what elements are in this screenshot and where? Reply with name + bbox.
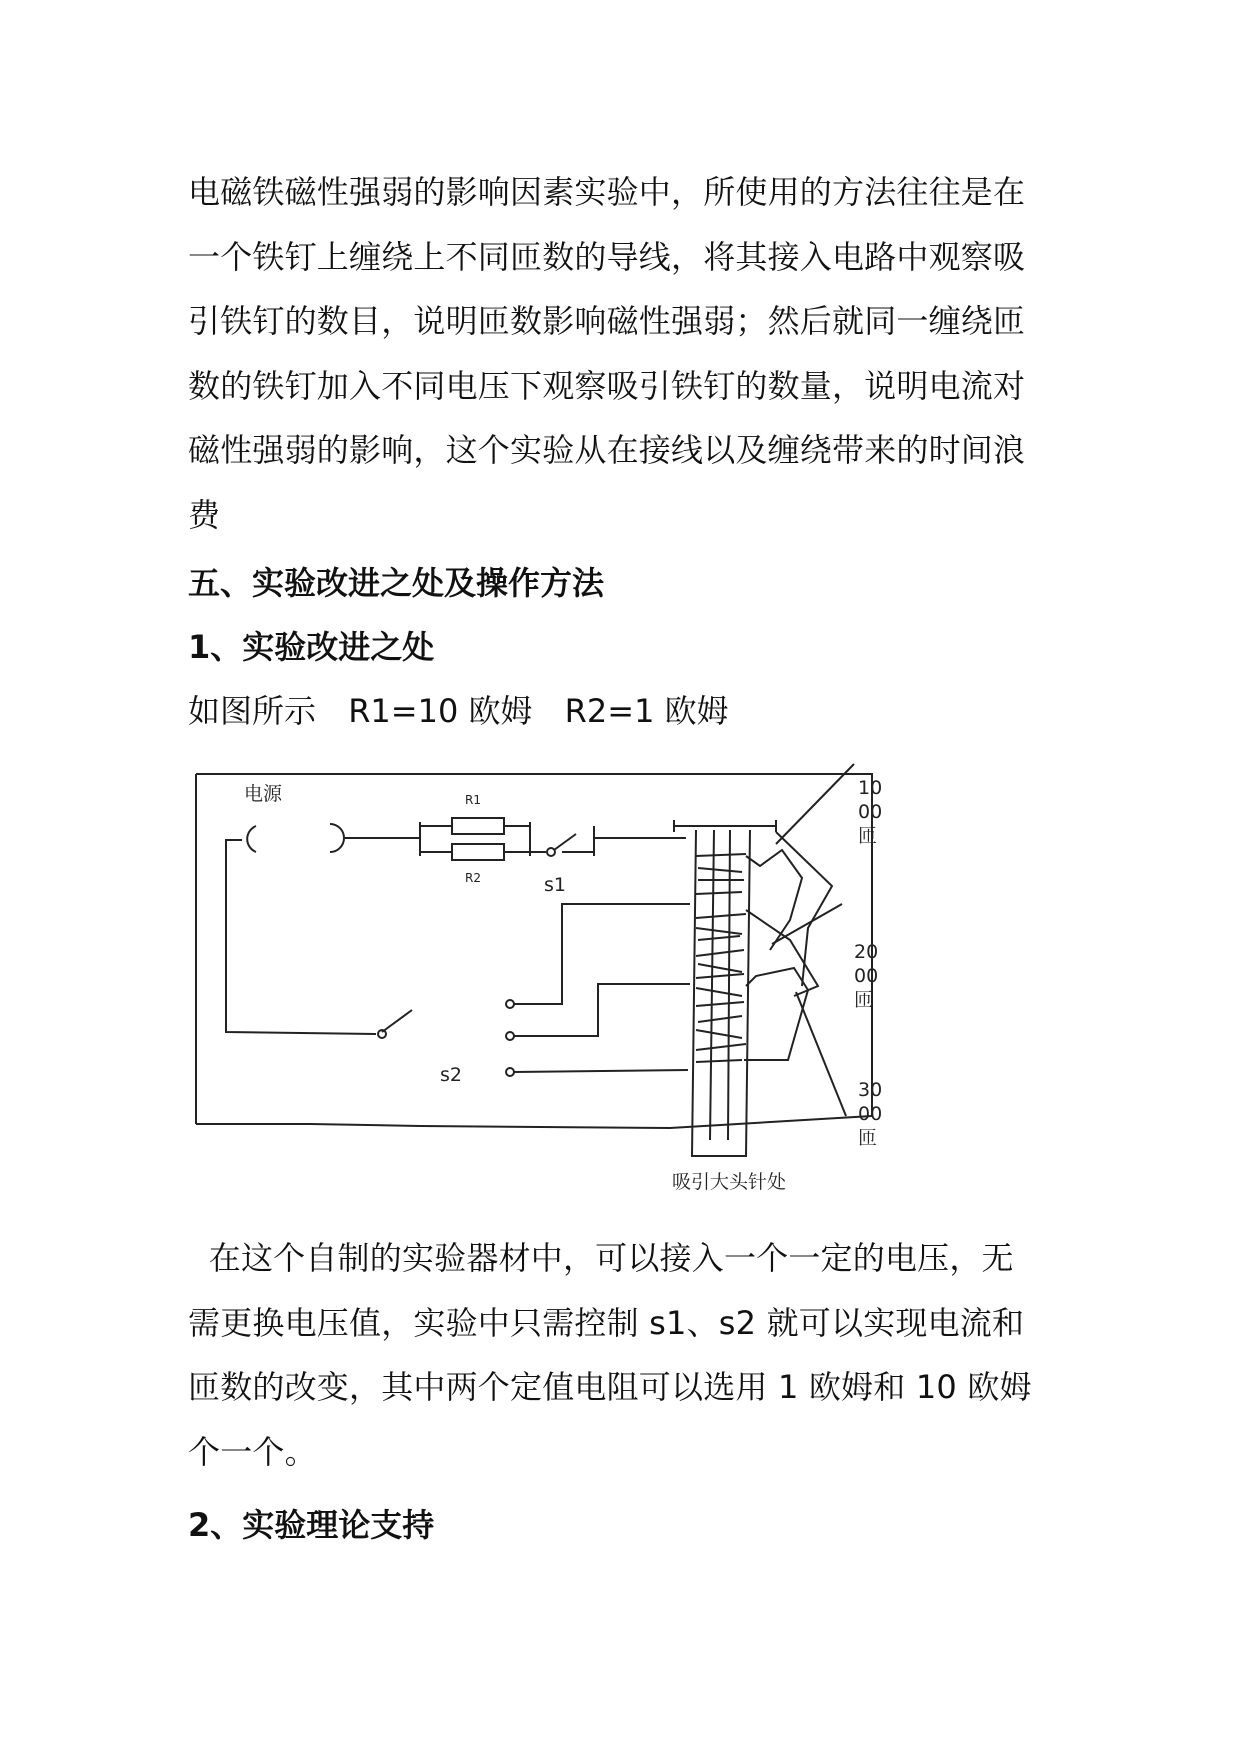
power-terminal-left-icon — [247, 826, 256, 852]
figure-caption — [188, 686, 751, 732]
wire — [776, 832, 832, 986]
intro-line: 电磁铁磁性强弱的影响因素实验中，所使用的方法往往是在 — [188, 173, 1026, 211]
subsection-one-heading: 1、实验改进之处 — [188, 628, 435, 666]
resistor-r1-icon — [452, 818, 504, 834]
intro-line: 磁性强弱的影响，这个实验从在接线以及缠绕带来的时间浪 — [188, 431, 1026, 469]
r1-label: R1 — [465, 793, 481, 807]
tap-3000-label: 匝 — [858, 1127, 878, 1149]
switch-s2-contact-3-icon — [506, 1068, 514, 1076]
body-line: 个一个。 — [188, 1432, 317, 1471]
body-paragraph — [188, 1226, 1058, 1484]
wire — [226, 840, 376, 1034]
power-terminal-right-icon — [330, 824, 344, 852]
switch-s2-contact-2-icon — [506, 1032, 514, 1040]
r2-label: R2 — [465, 871, 481, 885]
intro-line: 一个铁钉上缠绕上不同匝数的导线，将其接入电路中观察吸 — [188, 237, 1026, 276]
wire — [514, 1070, 688, 1072]
tap-1000-label: 00 — [858, 801, 883, 823]
pointer-line — [776, 764, 854, 844]
circuit-diagram-svg — [190, 760, 950, 1210]
intro-line: 引铁钉的数目，说明匝数影响磁性强弱；然后就同一缠绕匝 — [188, 302, 1026, 340]
wire — [514, 904, 690, 1004]
tap-3000-label: 30 — [858, 1079, 883, 1101]
caption-r1: R1=10 欧姆 — [348, 692, 533, 730]
intro-paragraph — [188, 160, 1058, 547]
tap-3000-label: 00 — [858, 1103, 883, 1125]
tap-2000-label: 20 — [854, 941, 879, 963]
tap-2000-label: 匝 — [854, 989, 874, 1011]
body-line: 在这个自制的实验器材中，可以接入一个一定的电压，无 — [188, 1239, 1014, 1277]
pin-attract-label: 吸引大头针处 — [672, 1171, 787, 1193]
solenoid-tube-icon — [728, 830, 730, 1140]
frame-line — [196, 1116, 872, 1128]
caption-lead: 如图所示 — [188, 692, 317, 730]
coil-winding-icon — [696, 854, 746, 1062]
solenoid-tube-icon — [710, 830, 714, 1140]
s1-label: s1 — [544, 874, 566, 896]
wire — [746, 850, 802, 950]
power-label: 电源 — [244, 783, 283, 805]
wire — [744, 968, 808, 1060]
intro-line: 数的铁钉加入不同电压下观察吸引铁钉的数量，说明电流对 — [188, 366, 1026, 405]
switch-s1-blade-icon — [554, 834, 576, 850]
subsection-two-heading: 2、实验理论支持 — [188, 1506, 435, 1544]
s2-label: s2 — [440, 1064, 462, 1086]
tap-1000-label: 10 — [858, 777, 883, 799]
switch-s2-contact-1-icon — [506, 1000, 514, 1008]
intro-line: 费 — [188, 495, 221, 534]
tap-1000-label: 匝 — [858, 825, 878, 847]
wire — [514, 984, 690, 1036]
section-five-heading: 五、实验改进之处及操作方法 — [188, 564, 605, 602]
body-line: 需更换电压值，实验中只需控制 s1、s2 就可以实现电流和 — [188, 1303, 1025, 1342]
resistor-r2-icon — [452, 844, 504, 860]
pointer-line — [796, 992, 846, 1116]
tap-2000-label: 00 — [854, 965, 879, 987]
caption-r2: R2=1 欧姆 — [564, 692, 729, 730]
switch-s2-blade-icon — [382, 1010, 412, 1032]
body-line: 匝数的改变，其中两个定值电阻可以选用 1 欧姆和 10 欧姆 — [188, 1368, 1032, 1406]
circuit-diagram — [190, 760, 950, 1210]
